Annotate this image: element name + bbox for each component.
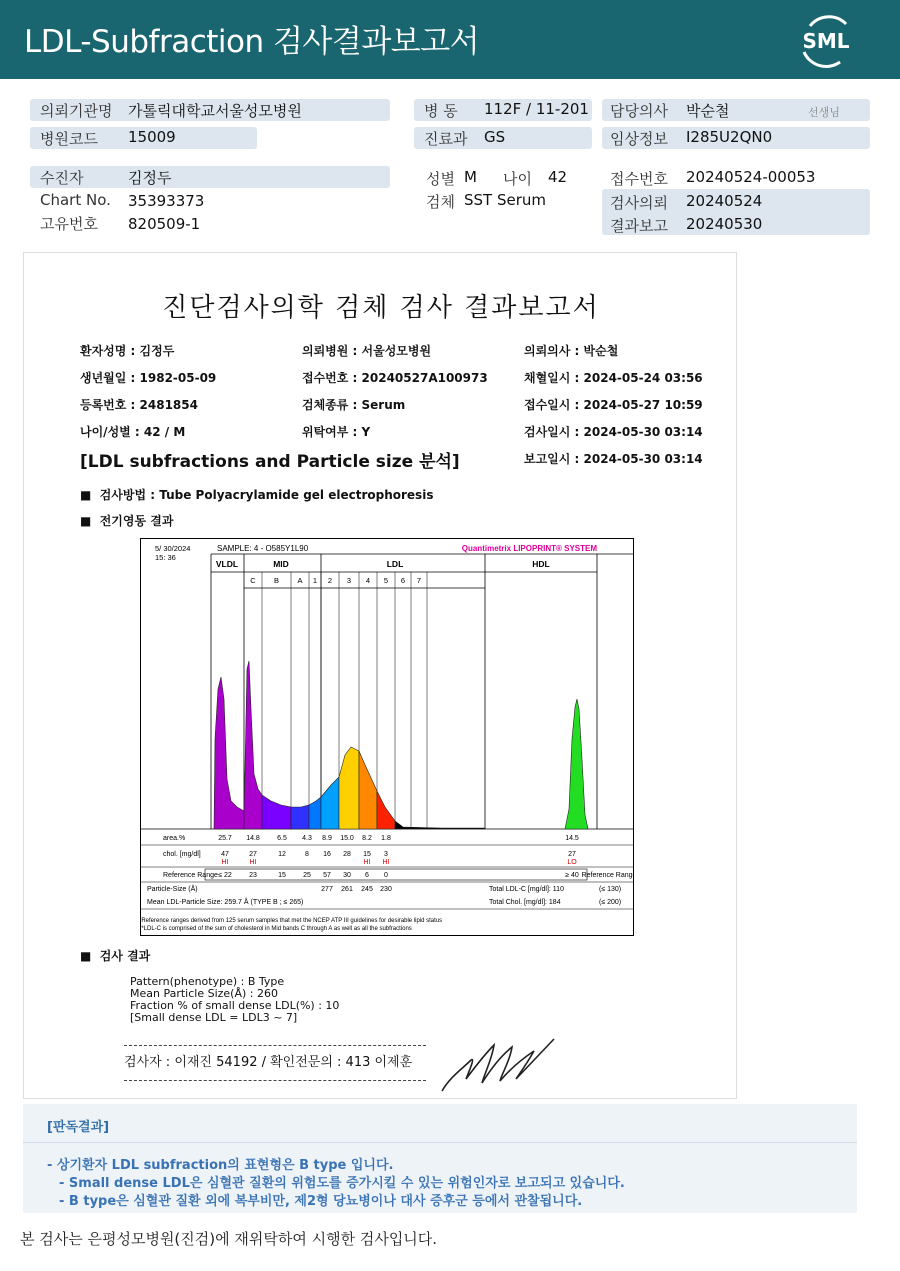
- report-title: LDL-Subfraction 검사결과보고서: [24, 24, 480, 60]
- chart-sample: SAMPLE: 4 - O585Y1L90: [217, 544, 309, 553]
- department-value: GS: [484, 128, 506, 146]
- method-label: ■ 검사방법 : Tube Polyacrylamide gel electrophoresis: [80, 488, 434, 502]
- ldl1-peak: [321, 777, 339, 829]
- particle-size-cell: 277: [321, 886, 333, 893]
- footer-note: 본 검사는 은평성모병원(진검)에 재위탁하여 시행한 검사입니다.: [20, 1230, 438, 1248]
- info-bar: [30, 166, 390, 188]
- interpretation-panel: [23, 1104, 857, 1213]
- age-value: 42: [548, 168, 568, 186]
- group-label: VLDL: [215, 559, 239, 569]
- ldl2-peak: [339, 747, 359, 829]
- ref-cell: 15: [278, 872, 286, 879]
- ward-label: 병 동: [424, 102, 458, 120]
- chart-system: Quantimetrix LIPOPRINT® SYSTEM: [461, 544, 597, 553]
- band-label: 5: [383, 576, 389, 585]
- clinical-info-value: I285U2QN0: [686, 128, 773, 146]
- clinical-info-label: 임상정보: [610, 130, 668, 148]
- report-field: 접수일시 : 2024-05-27 10:59: [524, 398, 703, 412]
- result-line: Mean Particle Size(Å) : 260: [130, 987, 278, 1000]
- logo-text: SML: [802, 29, 850, 53]
- chart-no-value: 35393373: [128, 192, 205, 210]
- ldl-tail: [395, 821, 485, 829]
- result-line: Pattern(phenotype) : B Type: [130, 975, 285, 988]
- chart-no-label: Chart No.: [40, 191, 111, 209]
- chart-time: 15: 36: [155, 553, 176, 562]
- area-cell: 14.8: [246, 835, 260, 842]
- signature-image: [436, 1033, 562, 1099]
- request-date-value: 20240524: [686, 192, 763, 210]
- sex-label: 성별: [426, 170, 455, 188]
- particle-size-cell: 261: [341, 886, 353, 893]
- area-cell: 8.9: [322, 835, 332, 842]
- area-cell: 14.5: [565, 835, 579, 842]
- interpretation-line: - B type은 심혈관 질환 외에 복부비만, 제2형 당뇨병이나 대사 증후군 등에서 관찰됩니다.: [59, 1194, 583, 1209]
- total-ldl: Total LDL-C [mg/dl]: 110: [489, 886, 564, 893]
- group-label: HDL: [532, 559, 550, 569]
- specimen-label: 검체: [426, 193, 455, 211]
- report-date-value: 20240530: [686, 215, 763, 233]
- chart-date: 5/ 30/2024: [155, 544, 191, 553]
- chol-cell: 15: [363, 851, 371, 858]
- area-cell: 6.5: [277, 835, 287, 842]
- hospital-code-value: 15009: [128, 128, 176, 146]
- sex-value: M: [464, 168, 477, 186]
- result-line: [Small dense LDL = LDL3 ~ 7]: [130, 1011, 298, 1024]
- report-field: 생년월일 : 1982-05-09: [80, 371, 217, 385]
- report-field: 접수번호 : 20240527A100973: [302, 371, 488, 385]
- patient-value: 김정두: [128, 169, 172, 187]
- footnote: **LDL-C is comprised of the sum of cholesterol in Mid bands C through A as well as all the subfractions: [141, 926, 412, 932]
- area-cell: 25.7: [218, 835, 232, 842]
- area-label: area.%: [163, 835, 186, 842]
- result-line: Fraction % of small dense LDL(%) : 10: [130, 999, 340, 1012]
- flag-cell: LO: [567, 859, 577, 866]
- age-label: 나이: [503, 170, 532, 188]
- chol-cell: 12: [278, 851, 286, 858]
- ldl4-peak: [377, 791, 395, 829]
- requesting-org-value: 가톨릭대학교서울성모병원: [128, 102, 302, 120]
- group-label: LDL: [386, 559, 404, 569]
- result-label: ■ 검사 결과: [80, 949, 151, 963]
- patient-label: 수진자: [40, 169, 84, 187]
- area-cell: 1.8: [381, 835, 391, 842]
- interpretation-line: - Small dense LDL은 심혈관 질환의 위험도를 증가시킬 수 있는 위험인자로 보고되고 있습니다.: [59, 1176, 625, 1191]
- receipt-no-label: 접수번호: [610, 170, 668, 188]
- chol-cell: 27: [249, 851, 257, 858]
- group-label: MID: [273, 559, 289, 569]
- hdl-peak: [565, 699, 588, 829]
- chol-cell: 27: [568, 851, 576, 858]
- band-label: B: [273, 576, 280, 585]
- scanned-report: [23, 252, 737, 1099]
- hospital-code-label: 병원코드: [40, 130, 98, 148]
- ref-cell: 30: [343, 872, 351, 879]
- ref-label-right: Reference Range: [581, 872, 633, 879]
- mean-ldl-size: Mean LDL-Particle Size: 259.7 Å (TYPE B ; ≤ 265): [147, 899, 304, 906]
- band-label: 6: [400, 576, 406, 585]
- doctor-value: 박순철: [686, 102, 730, 120]
- ref-cell: ≤ 22: [218, 872, 232, 879]
- report-header: [0, 0, 900, 79]
- mid-a-peak: [309, 797, 321, 829]
- report-field: 검사일시 : 2024-05-30 03:14: [524, 425, 703, 439]
- chol-cell: 28: [343, 851, 351, 858]
- department-label: 진료과: [424, 130, 468, 148]
- particle-size-label: Particle-Size (Å): [147, 886, 198, 893]
- report-field: 나이/성별 : 42 / M: [80, 425, 186, 439]
- requesting-org-label: 의뢰기관명: [40, 102, 113, 120]
- ref-cell: 57: [323, 872, 331, 879]
- unique-no-value: 820509-1: [128, 215, 201, 233]
- ref-cell: 25: [303, 872, 311, 879]
- doctor-suffix: 선생님: [808, 106, 840, 119]
- total-ldl-ref: (≤ 130): [599, 886, 622, 893]
- chol-label: chol. [mg/dl]: [163, 851, 201, 858]
- band-label: 3: [346, 576, 352, 585]
- footnote: *Reference ranges derived from 125 serum samples that met the NCEP ATP III guidelines for desirable lipid status: [141, 918, 443, 924]
- report-field: 보고일시 : 2024-05-30 03:14: [524, 452, 703, 466]
- total-chol-ref: (≤ 200): [599, 899, 622, 906]
- report-date-label: 결과보고: [610, 217, 668, 235]
- particle-size-cell: 230: [380, 886, 392, 893]
- band-label: 4: [365, 576, 371, 585]
- band-label: 2: [327, 576, 333, 585]
- band-label: 1: [312, 576, 318, 585]
- report-field: 검체종류 : Serum: [302, 398, 406, 412]
- report-field: 등록번호 : 2481854: [80, 398, 198, 412]
- flag-cell: HI: [249, 859, 257, 866]
- electrophoresis-svg: [141, 539, 633, 935]
- ref-cell: 23: [249, 872, 257, 879]
- report-field: 위탁여부 : Y: [302, 425, 371, 439]
- report-field: 의뢰의사 : 박순철: [524, 344, 619, 358]
- band-label: A: [297, 576, 303, 585]
- report-field: 의뢰병원 : 서울성모병원: [302, 344, 432, 358]
- section-title: [LDL subfractions and Particle size 분석]: [80, 452, 460, 472]
- area-cell: 15.0: [340, 835, 354, 842]
- area-cell: 8.2: [362, 835, 372, 842]
- unique-no-label: 고유번호: [40, 215, 98, 233]
- interpretation-line: - 상기환자 LDL subfraction의 표현형은 B type 입니다.: [47, 1158, 394, 1173]
- total-chol: Total Chol. [mg/dl]: 184: [489, 899, 561, 906]
- flag-cell: HI: [382, 859, 390, 866]
- ldl3-peak: [359, 751, 377, 829]
- chol-cell: 16: [323, 851, 331, 858]
- sml-logo: [796, 12, 856, 68]
- chol-cell: 47: [221, 851, 229, 858]
- inspector-info: 검사자 : 이재진 54192 / 확인전문의 : 413 이제훈: [124, 1055, 413, 1070]
- electro-label: ■ 전기영동 결과: [80, 514, 174, 528]
- flag-cell: HI: [221, 859, 229, 866]
- flag-cell: HI: [363, 859, 371, 866]
- vldl-peak: [214, 677, 244, 829]
- mid-b-peak: [291, 805, 309, 829]
- ref-cell: ≥ 40: [565, 872, 579, 879]
- ref-label: Reference Range: [163, 872, 218, 879]
- report-field: 환자성명 : 김정두: [80, 344, 175, 358]
- chol-cell: 8: [305, 851, 309, 858]
- mid-c-peak: [262, 795, 291, 829]
- band-label: C: [250, 576, 256, 585]
- midband-peak: [244, 661, 262, 829]
- receipt-no-value: 20240524-00053: [686, 168, 816, 186]
- report-doc-title: 진단검사의학 검체 검사 결과보고서: [162, 293, 600, 323]
- doctor-label: 담당의사: [610, 102, 668, 120]
- chol-cell: 3: [384, 851, 388, 858]
- ref-cell: 6: [365, 872, 369, 879]
- report-field: 채혈일시 : 2024-05-24 03:56: [524, 371, 703, 385]
- ward-value: 112F / 11-201: [484, 100, 589, 118]
- area-cell: 4.3: [302, 835, 312, 842]
- specimen-value: SST Serum: [464, 191, 547, 209]
- band-label: 7: [416, 576, 422, 585]
- particle-size-cell: 245: [361, 886, 373, 893]
- request-date-label: 검사의뢰: [610, 194, 668, 212]
- ref-cell: 0: [384, 872, 388, 879]
- electrophoresis-chart: [140, 538, 634, 936]
- interpretation-title: [판독결과]: [47, 1120, 110, 1135]
- divider: [23, 1142, 857, 1143]
